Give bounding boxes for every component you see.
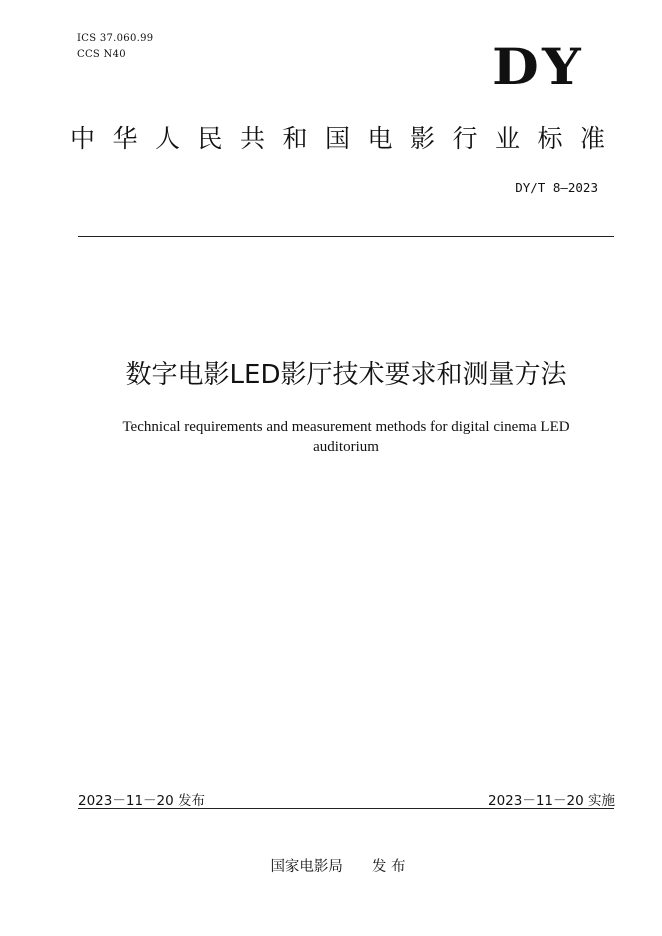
document-title-english: Technical requirements and measurement methods for digital cinema LED auditorium: [122, 419, 570, 455]
standard-logo: DY: [492, 37, 584, 96]
standard-category-title: 中华人民共和国电影行业标准: [70, 124, 623, 153]
bottom-divider: [78, 808, 614, 809]
top-divider: [78, 236, 614, 237]
standard-code: DY/T 8—2023: [515, 180, 598, 195]
implementation-date: 2023－11－20 实施: [487, 793, 615, 809]
ics-code: ICS 37.060.99: [77, 33, 154, 44]
issue-date: 2023－11－20 发布: [78, 793, 206, 809]
document-title-chinese: 数字电影LED影厅技术要求和测量方法: [125, 360, 567, 390]
publisher-line: 国家电影局 发 布: [270, 859, 406, 875]
ccs-code: CCS N40: [77, 49, 126, 60]
